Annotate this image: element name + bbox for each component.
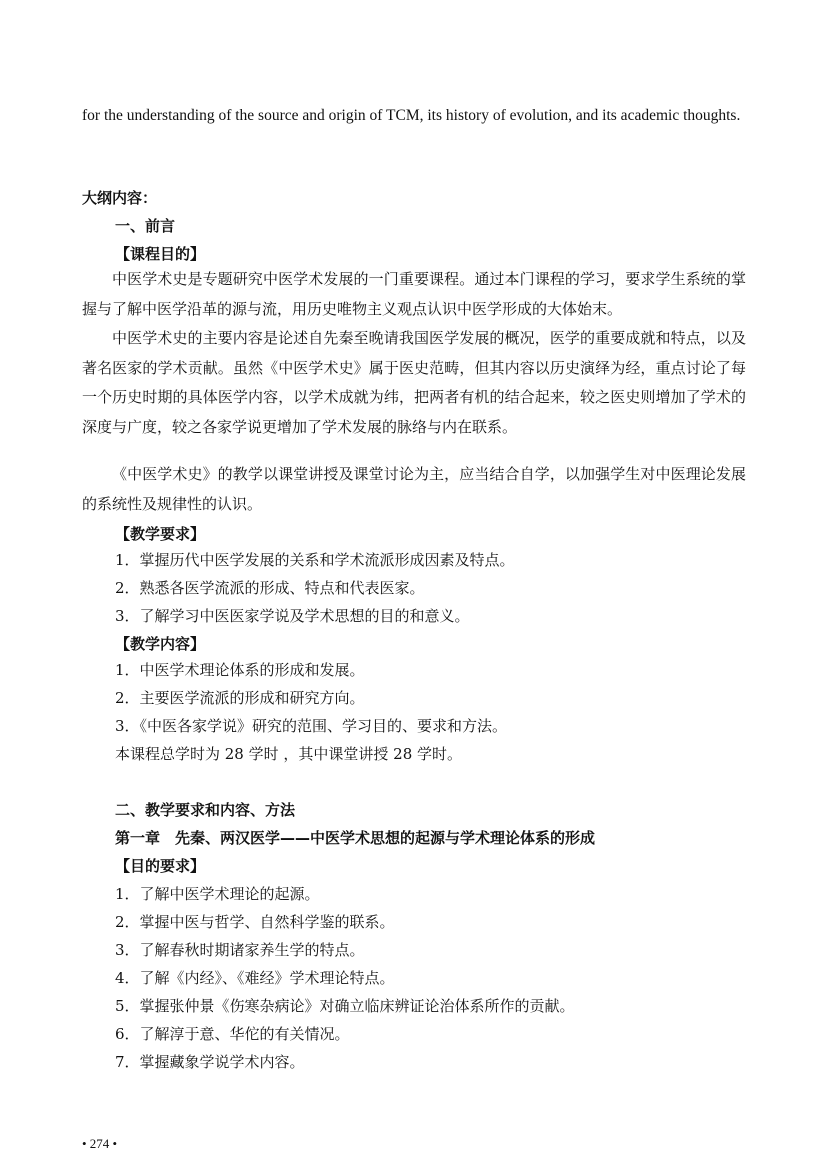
page-number: • 274 • [82,1136,118,1151]
goal-item: 2．掌握中医与哲学、自然科学鉴的联系。 [115,913,395,931]
requirement-item: 2．熟悉各医学流派的形成、特点和代表医家。 [115,579,425,597]
content-item: 3．《中医各家学说》研究的范围、学习目的、要求和方法。 [115,717,508,735]
purpose-paragraph-1: 中医学术史是专题研究中医学术发展的一门重要课程。通过本门课程的学习，要求学生系统的掌握与了解中医学沿革的源与流，用历史唯物主义观点认识中医学形成的大体始末。 [82,270,746,318]
goal-item: 5．掌握张仲景《伤寒杂病论》对确立临床辨证论治体系所作的贡献。 [115,997,575,1015]
purpose-heading: 【课程目的】 [115,245,206,263]
goal-item: 1．了解中医学术理论的起源。 [115,885,320,903]
requirement-item: 3．了解学习中医医家学说及学术思想的目的和意义。 [115,607,470,625]
purpose-paragraph-3: 《中医学术史》的教学以课堂讲授及课堂讨论为主，应当结合自学，以加强学生对中医理论发展的系统性及规律性的认识。 [82,465,746,513]
goal-item: 4．了解《内经》、《难经》学术理论特点。 [115,969,395,987]
outline-heading: 大纲内容： [82,189,158,207]
hours-note: 本课程总学时为 28 学时 ，其中课堂讲授 28 学时。 [115,745,463,763]
content-item: 1．中医学术理论体系的形成和发展。 [115,661,365,679]
purpose-paragraph-2: 中医学术史的主要内容是论述自先秦至晚请我国医学发展的概况，医学的重要成就和特点，以及著名医家的学术贡献。虽然《中医学术史》属于医史范畴，但其内容以历史演绎为经，重点讨论了每一个历史时期的具体医学内容，以学术成就为纬，把两者有机的结合起来，较之医史则增加了学术的深度与广度，较之各家学说更增加了学术发展的脉络与内在联系。 [82,329,746,436]
content-item: 2．主要医学流派的形成和研究方向。 [115,689,365,707]
chapter-title: 第一章 先秦、两汉医学——中医学术思想的起源与学术理论体系的形成 [115,829,596,847]
section1-title: 一、前言 [115,217,176,235]
goals-heading: 【目的要求】 [115,857,206,875]
goal-item: 6．了解淳于意、华佗的有关情况。 [115,1025,350,1043]
requirements-heading: 【教学要求】 [115,525,206,543]
goal-item: 3．了解春秋时期诸家养生学的特点。 [115,941,365,959]
content-heading: 【教学内容】 [115,635,206,653]
goal-item: 7．掌握藏象学说学术内容。 [115,1053,305,1071]
intro-text: for the understanding of the source and origin of TCM, its history of evolution, and its academic thoughts. [82,107,741,124]
section2-title: 二、教学要求和内容、方法 [115,801,296,819]
requirement-item: 1．掌握历代中医学发展的关系和学术流派形成因素及特点。 [115,551,515,569]
